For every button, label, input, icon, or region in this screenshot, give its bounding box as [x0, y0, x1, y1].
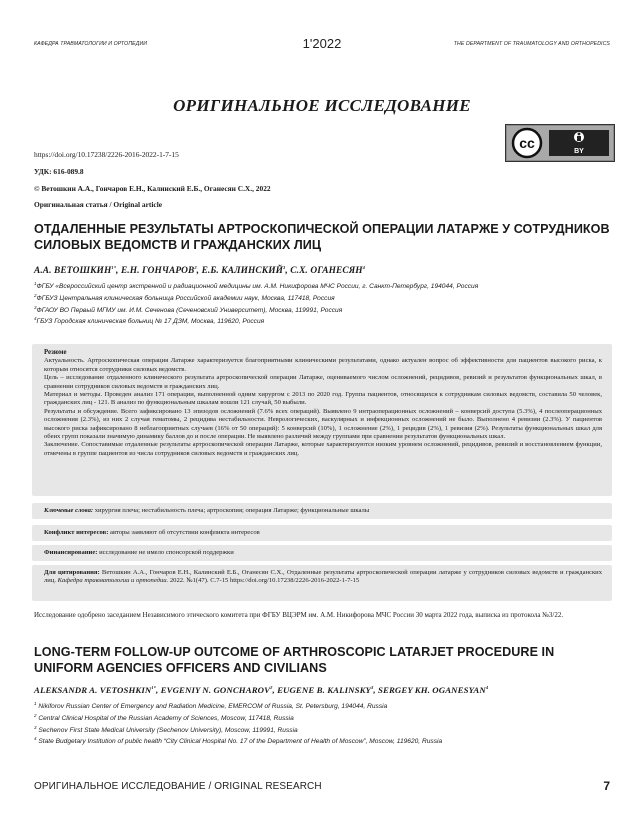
funding-label: Финансирование: [44, 549, 98, 556]
ethics-statement: Исследование одобрено заседанием Независимого этического комитета при ФГБУ ВЦЭРМ им. А.М. Никифорова МЧС России 30 марта 2022 года, выписка из протокола №3/22. [34, 611, 564, 619]
keywords-text: хирургия плеча; нестабильность плеча; артроскопия; операция Латарже; функциональные шкалы [94, 507, 370, 514]
affiliation-item: $^1$ Nikiforov Russian Center of Emergency and Radiation Medicine, EMERCOM of Russia, St. Petersburg, 194044, Russia [34, 701, 388, 711]
doi-link[interactable]: https://doi.org/10.17238/2226-2016-2022-1-7-15 [34, 150, 179, 159]
page-number: 7 [603, 779, 610, 793]
section-title: ОРИГИНАЛЬНОЕ ИССЛЕДОВАНИЕ [173, 96, 471, 115]
funding-text: исследование не имело спонсорской поддержки [99, 549, 234, 556]
svg-text:cc: cc [519, 135, 535, 151]
authors-ru: А.А. $ВЕТОШКИН^{1*}$, Е.Н. ГОНЧАРОВ$^2$, Е.Б. КАЛИНСКИЙ$^3$, С.Х. ОГАНЕСЯН$^4$ [34, 265, 366, 277]
abstract-paragraph: Заключение. Сопоставимые отдаленные результаты артроскопической операции Латарже, которые характеризуются низким уровнем осложнений, рецидивов, ревизий и восстановлением функции, отмечены в группе пациентов из числа сотрудников силовых ведомств и гражданских лиц. [44, 441, 602, 457]
citation-doi[interactable]: 2022. №1(47). С.7-15 https://doi.org/10.17238/2226-2016-2022-1-7-15 [169, 577, 360, 585]
license-badge[interactable] [505, 124, 615, 167]
affiliations-en [34, 700, 614, 747]
udk-code: УДК: 616-089.8 [34, 167, 84, 176]
abstract-paragraph: Цель – исследование отдаленного клинического результата артроскопической операции Латарже, оцениваемого числом осложнений, рецидивов, ревизий и результатов функциональных шкал, в сравнении сотрудников силовых ведомств и гражданских лиц. [44, 374, 602, 390]
author-name: Е.Н. ГОНЧАРОВ [120, 266, 195, 277]
affiliation-item: $^2$ Central Clinical Hospital of the Russian Academy of Sciences, Moscow, 117418, Russia [34, 712, 294, 722]
affiliation-item: $^2$ФГБУЗ Центральная клиническая больница Российской академии наук, Москва, 117418, Россия [34, 292, 335, 302]
affiliation-item: $^3$ Sechenov First State Medical University (Sechenov University), Moscow, 119991, Russia [34, 724, 298, 734]
conflict-label: Конфликт интересов: [44, 529, 109, 536]
affiliation-item: $^4$ State Budgetary Institution of public health “City Clinical Hospital No. 17 of the Department of Health of Moscow”, Moscow, 119620, Russia [34, 736, 443, 746]
citation-journal: Кафедра травматологии и ортопедии. [57, 577, 169, 585]
affiliation-item: $^1$ФГБУ «Всероссийский центр экстренной и радиационной медицины им. А.М. Никифорова МЧС России, г. Санкт-Петербург, 194044, Россия [34, 281, 479, 291]
affiliation-item: $^3$ФГАОУ ВО Первый МГМУ им. И.М. Сеченова (Сеченовский Университет), Москва, 119991, Россия [34, 304, 343, 314]
abstract-paragraph: Актуальность. Артроскопическая операция Латарже характеризуется благоприятными клиническими результатами, однако актуален вопрос об эффективности для пациентов высокого риска, к которым относятся сотрудники силовых ведомств. [44, 357, 602, 373]
running-header-right: THE DEPARTMENT OF TRAUMATOLOGY AND ORTHOPEDICS [453, 41, 610, 47]
author-name: Е.Б. КАЛИНСКИЙ [201, 266, 284, 277]
author-name: ALEKSANDR A. VETOSHKIN [34, 685, 152, 695]
author-name: EUGENE B. KALINSKY [277, 685, 372, 695]
title-en: LONG-TERM FOLLOW-UP OUTCOME OF ARTHROSCOPIC LATARJET PROCEDURE IN UNIFORM AGENCIES OFFICERS AND CIVILIANS [34, 645, 555, 675]
footer-section: ОРИГИНАЛЬНОЕ ИССЛЕДОВАНИЕ / ORIGINAL RESEARCH [34, 781, 322, 792]
running-header-left: КАФЕДРА ТРАВМАТОЛОГИИ И ОРТОПЕДИИ [34, 41, 148, 47]
issue-number: 1'2022 [302, 36, 342, 51]
affiliations-ru [34, 280, 609, 327]
article-type: Оригинальная статья / Original article [34, 200, 163, 209]
affiliation-item: $^4$ГБУЗ Городская клиническая больниц № 17 ДЗМ, Москва, 119620, Россия [34, 316, 265, 326]
abstract-heading: Резюме [44, 349, 67, 356]
citation-text: Ветошкин А.А., Гончаров Е.Н., Калинский Е.Б., Оганесян С.Х., Отдаленные результаты артроскопической операции латарже у сотрудников силовых ведомств и гражданских лиц. [44, 569, 603, 585]
author-name: А.А. ВЕТОШКИН [34, 266, 112, 277]
abstract-paragraph: Результаты и обсуждение. Всего зафиксировано 13 эпизодов осложнений (7.6% всех операций). Выявлено 9 интраоперационных осложнений – конверсий доступа (5.3%), 4 послеоперационных осложнения (2.3%), из них 2 случая гематомы, 2 рецидива нестабильности. Неврологических, васкулярных и инфекционных осложнений не было. Выполнено 4 ревизии (2.3%). У пациентов высокого риска зафиксировано 8 неблагоприятных случаев (16% от 50 операций): 5 конверсий (10%), 1 осложнение (2%), 1 рецидив (2%), 1 ревизия (2%). Результаты функциональных шкал для обеих групп показали значимую динамику баллов до и после операции. Не выявлено различий между группами при сравнении результатов функциональных шкал. [44, 407, 602, 441]
author-name: С.Х. ОГАНЕСЯН [290, 266, 363, 277]
author-name: EVGENIY N. GONCHAROV [160, 685, 271, 695]
conflict-text: авторы заявляют об отсутствии конфликта интересов [110, 529, 260, 536]
funding-box [32, 545, 612, 561]
author-name: SERGEY KH. OGANESYAN [377, 685, 486, 695]
svg-text:BY: BY [574, 148, 584, 155]
keywords-label: Ключевые слова: [44, 507, 94, 514]
abstract-paragraph: Материал и методы. Проведен анализ 171 операции, выполненной одним хирургом с 2013 по 2020 год. Группа пациентов, относящихся к сотрудникам силовых ведомств, составила 50 человек, гражданских лиц - 121. В анализ по функциональным шкалам вошли 121 случай, 50 выбыли. [44, 391, 602, 407]
conflict-box [32, 525, 612, 541]
title-ru: ОТДАЛЕННЫЕ РЕЗУЛЬТАТЫ АРТРОСКОПИЧЕСКОЙ ОПЕРАЦИИ ЛАТАРЖЕ У СОТРУДНИКОВ СИЛОВЫХ ВЕДОМСТВ И ГРАЖДАНСКИХ ЛИЦ [34, 222, 610, 252]
citation-box [32, 565, 612, 601]
copyright: © Ветошкин А.А., Гончаров Е.Н., Калинский Е.Б., Оганесян С.Х., 2022 [34, 184, 271, 193]
abstract-box [32, 344, 612, 496]
citation-label: Для цитирования: [44, 569, 100, 576]
authors-en: ALEKSANDR A. $VETOSHKIN^{1*}$, EVGENIY N. GONCHAROV$^2$, EUGENE B. KALINSKY$^3$, SERGEY KH. OGANESYAN$^4$ [34, 685, 489, 695]
cc-by-icon [505, 124, 615, 162]
keywords-box [32, 503, 612, 519]
